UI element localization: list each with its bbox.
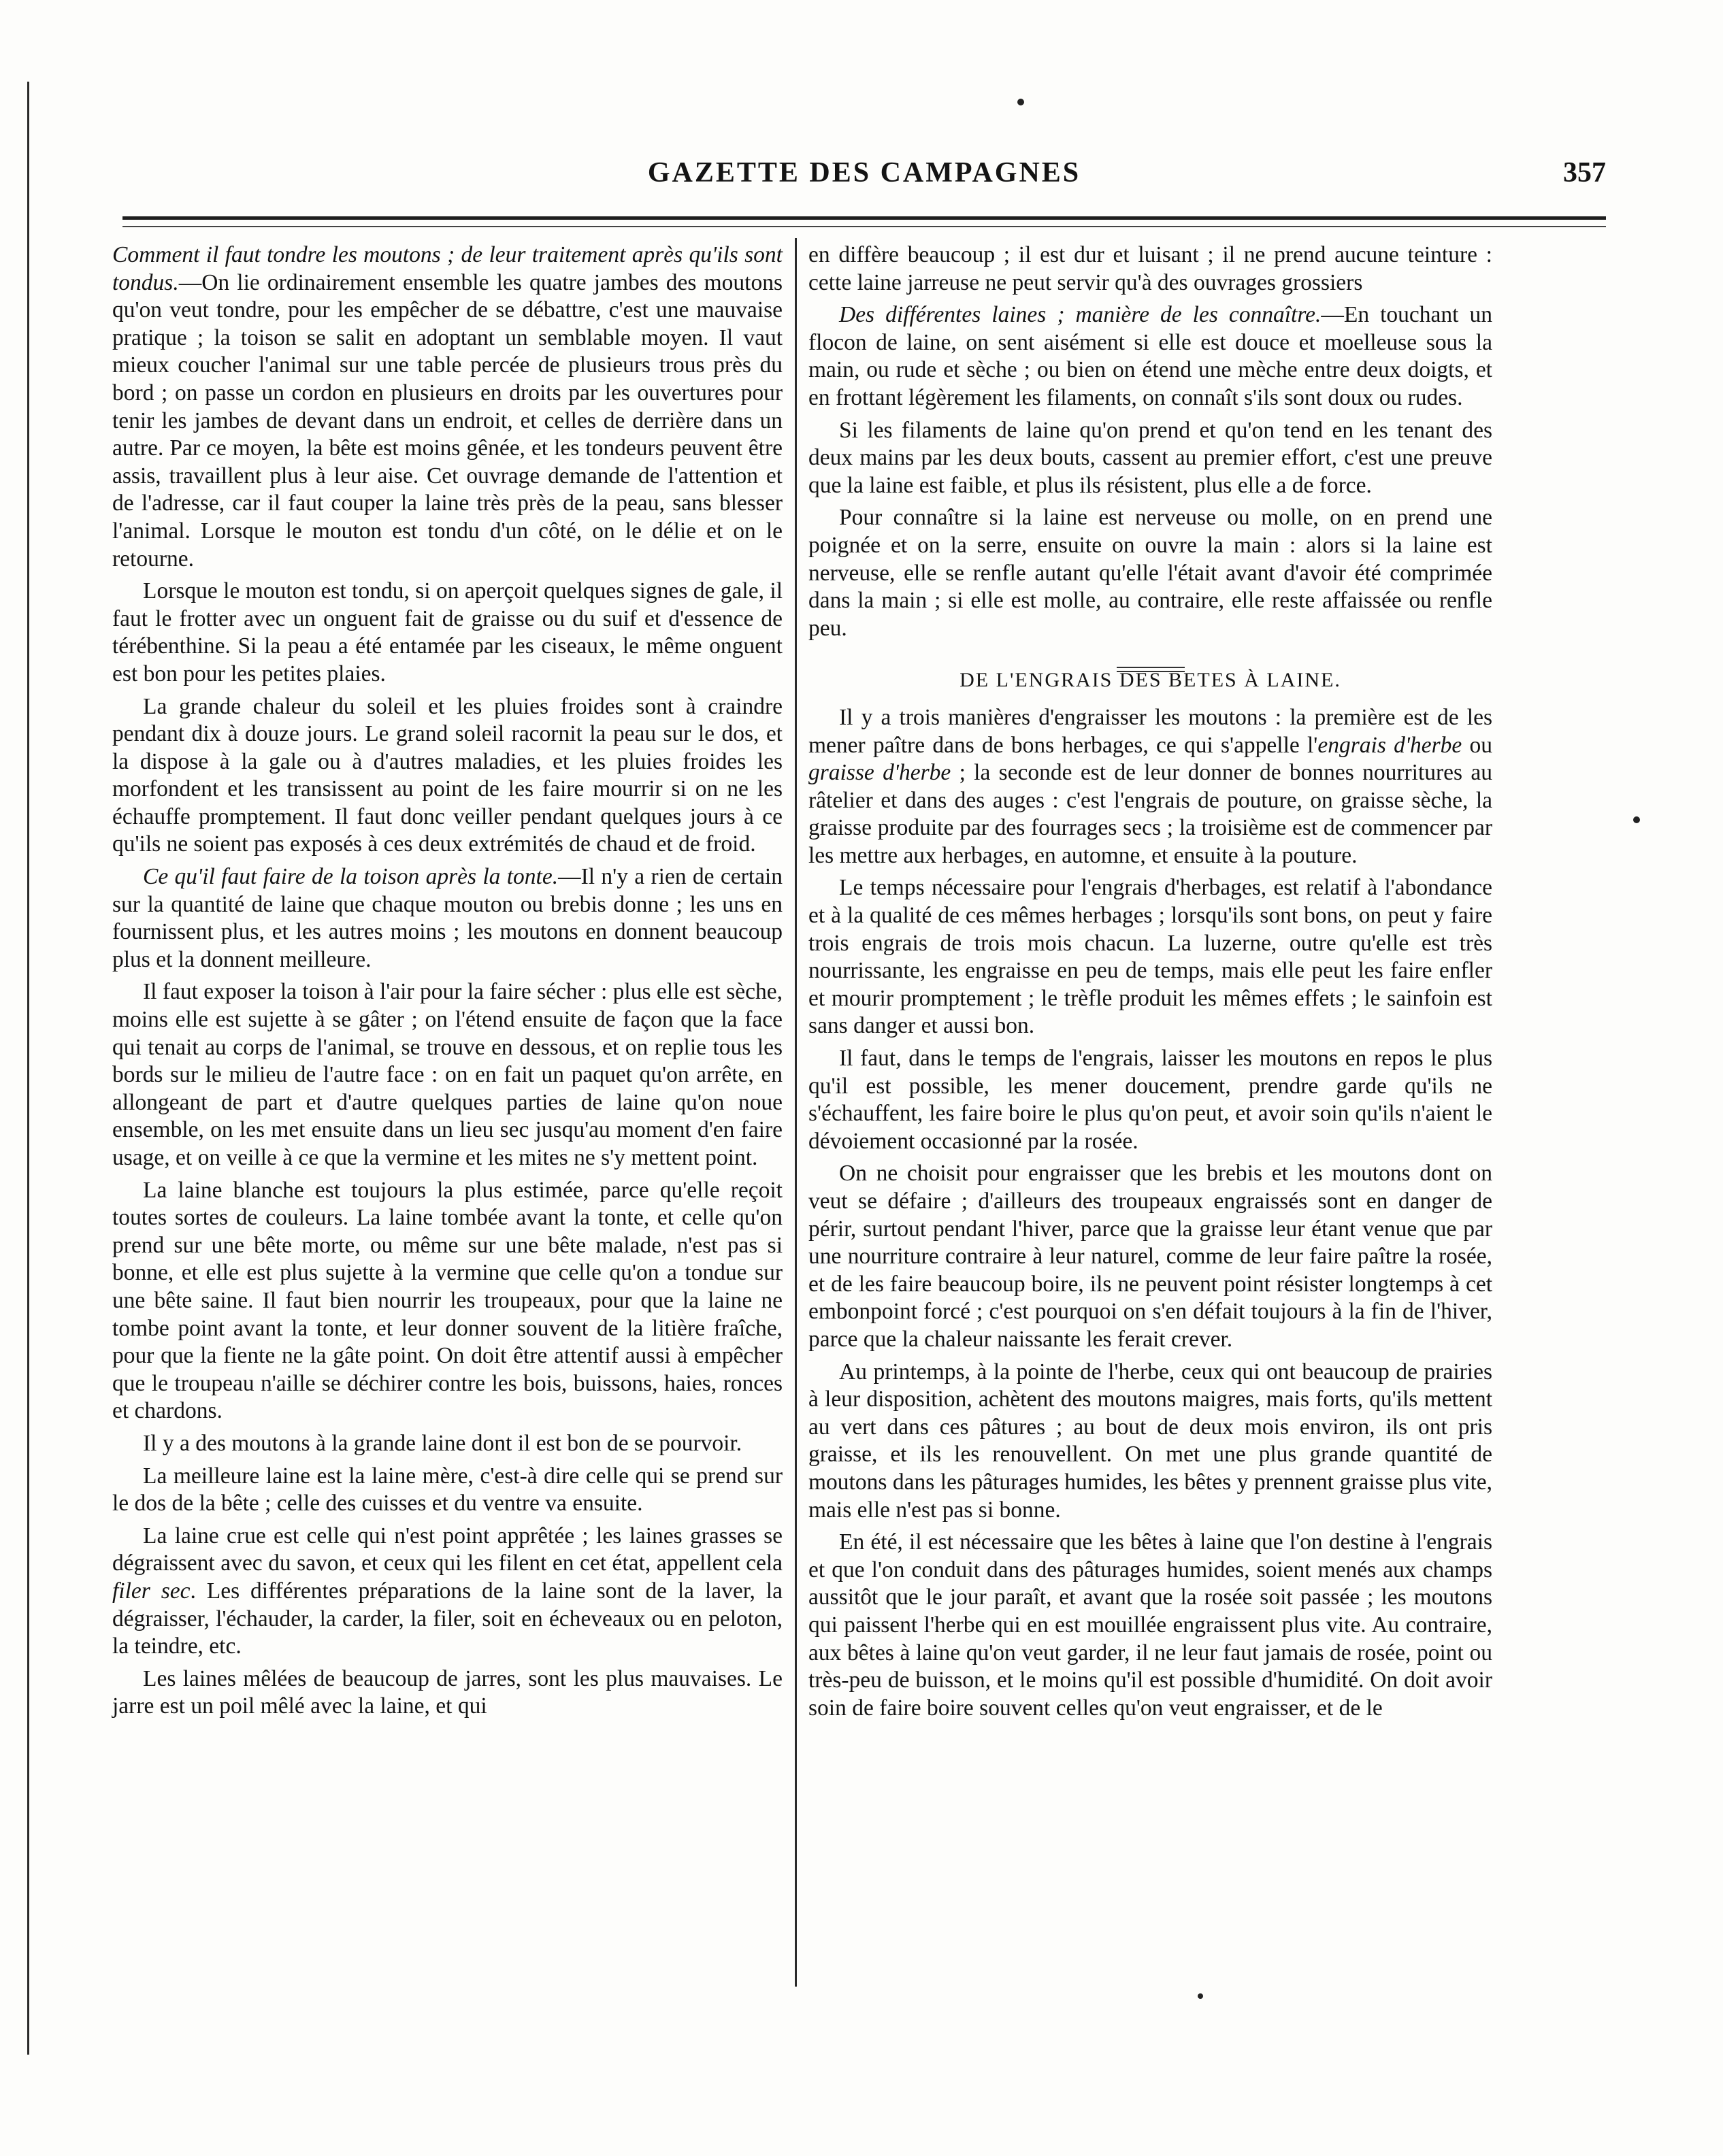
- binding-edge-line: [27, 82, 29, 2055]
- paragraph-title: Comment il faut tondre les moutons ; de leur traitement après qu'ils sont tondus.: [112, 242, 783, 295]
- header-rule: [122, 216, 1606, 220]
- ink-speck: [1017, 99, 1024, 105]
- paragraph: Les laines mêlées de beaucoup de jarres, sont les plus mauvaises. Le jarre est un poil mêlé avec la laine, et qui: [112, 1665, 783, 1719]
- paragraph: Au printemps, à la pointe de l'herbe, ceux qui ont beaucoup de prairies à leur disposition, achètent des moutons maigres, mais forts, qu'ils mettent au vert dans ces pâtures ; au bout de deux mois environ, ils ont pris graisse, et ils les renouvellent. On met une plus grande quantité de moutons dans les pâturages humides, les bêtes y prennent graisse plus vite, mais elle n'est pas si bonne.: [808, 1359, 1492, 1523]
- paragraph-text: Il y a trois manières d'engraisser les moutons : la première est de les mener paître dans de bons herbages, ce qui s'appelle l': [808, 704, 1492, 758]
- paragraph: Il faut, dans le temps de l'engrais, laisser les moutons en repos le plus qu'il est possible, les mener doucement, prendre garde qu'ils ne s'échauffent, les faire boire le plus qu'on peut, et avoir soin qu'ils n'aient le dévoiement occasionné par la rosée.: [808, 1046, 1492, 1154]
- paragraph: Lorsque le mouton est tondu, si on aperçoit quelques signes de gale, il faut le frotter avec un onguent fait de graisse ou du suif et d'essence de térébenthine. Si la peau a été entamée par les ciseaux, le même onguent est bon pour les petites plaies.: [112, 578, 783, 686]
- paragraph: [808, 704, 1492, 870]
- paragraph: Il y a des moutons à la grande laine dont il est bon de se pourvoir.: [143, 1430, 742, 1456]
- paragraph-text: ou: [1462, 732, 1492, 758]
- left-column: [112, 242, 783, 1725]
- page-title: GAZETTE DES CAMPAGNES: [647, 157, 1081, 188]
- section-heading: DE L'ENGRAIS DES BETES À LAINE.: [959, 669, 1341, 692]
- paragraph: [112, 242, 783, 573]
- right-column: [808, 242, 1492, 1727]
- paragraph: La meilleure laine est la laine mère, c'est-à dire celle qui se prend sur le dos de la bête ; celle des cuisses et du ventre va ensuite.: [112, 1463, 783, 1516]
- paragraph: [808, 301, 1492, 412]
- paragraph-text: La laine crue est celle qui n'est point apprêtée ; les laines grasses se dégraissent avec du savon, et ceux qui les filent en cet état, appellent cela: [112, 1523, 783, 1576]
- paragraph: On ne choisit pour engraisser que les brebis et les moutons dont on veut se défaire ; d'ailleurs des troupeaux engraissés sont en danger de périr, surtout pendant l'hiver, parce que la graisse leur étant venue que par une nourriture contraire à leur naturel, comme de leur faire paître la rosée, et de les faire beaucoup boire, ils ne peuvent point résister longtemps à cet embonpoint forcé ; c'est pourquoi on s'en défait toujours à la fin de l'hiver, parce que la chaleur naissante les ferait crever.: [808, 1161, 1492, 1352]
- paragraph-text: . Les différentes préparations de la laine sont de la laver, la dégraisser, l'échauder, la carder, la filer, soit en écheveaux ou en peloton, la teindre, etc.: [112, 1578, 783, 1659]
- separator-line: [1117, 667, 1185, 668]
- emphasis: filer sec: [112, 1578, 191, 1604]
- paragraph: La grande chaleur du soleil et les pluies froides sont à craindre pendant dix à douze jours. Le grand soleil racornit la peau sur le dos, et la dispose à la gale ou à d'autres maladies, et les pluies froides les morfondent et les transissent au point de les faire mourrir si on ne les échauffe promptement. Il faut donc veiller pendant quelques jours à ce qu'ils ne soient pas exposés à ces deux extrémités de chaud et de froid.: [112, 693, 783, 857]
- page-number: 357: [1563, 157, 1606, 188]
- paragraph-text: —On lie ordinairement ensemble les quatre jambes des moutons qu'on veut tondre, pour les empêcher de se débattre, c'est une mauvaise pratique ; la toison se salit en adoptant un semblable moyen. Il vaut mieux coucher l'animal sur une table percée de plusieurs trous près du bord ; on passe un cordon en plusieurs en droits par les ouvertures pour tenir les jambes de devant dans un endroit, et celles de derrière dans un autre. Par ce moyen, la bête est moins gênée, et les tondeurs peuvent être assis, travaillent plus à leur aise. Cet ouvrage demande de l'attention et de l'adresse, car il faut couper la laine très près de la peau, sans blesser l'animal. Lorsque le mouton est tondu d'un côté, on le délie et on le retourne.: [112, 269, 783, 571]
- emphasis: graisse d'herbe: [808, 760, 951, 786]
- paragraph-text: —En touchant un flocon de laine, on sent aisément si elle est douce et moelleuse sous la main, ou rude et sèche ; ou bien on étend une mèche entre deux doigts, et en frottant légèrement les filaments, on connaît s'ils sont doux ou rudes.: [808, 302, 1492, 410]
- emphasis: engrais d'herbe: [1317, 732, 1462, 758]
- header-rule-thin: [122, 226, 1606, 227]
- paragraph: En été, il est nécessaire que les bêtes à laine que l'on destine à l'engrais et que l'on conduit dans des pâturages humides, soient menés aux champs aussitôt que le jour paraît, et avant que la rosée soit passée ; les moutons qui paissent l'herbe qui en est mouillée engraissent plus vite. Au contraire, aux bêtes à laine qu'on veut garder, il ne leur faut jamais de rosée, point ou très-peu de buisson, et le moins qu'il est possible d'humidité. On doit avoir soin de faire boire souvent celles qu'on veut engraisser, et de le: [808, 1529, 1492, 1721]
- paragraph: Pour connaître si la laine est nerveuse ou molle, on en prend une poignée et on la serre, ensuite on ouvre la main : alors si la laine est nerveuse, elle se renfle autant qu'elle l'était avant d'avoir été comprimée dans la main ; si elle est molle, au contraire, elle reste affaissée ou renfle peu.: [808, 505, 1492, 641]
- section-separator: [808, 652, 1492, 663]
- column-divider: [795, 238, 797, 1987]
- paragraph: Le temps nécessaire pour l'engrais d'herbages, est relatif à l'abondance et à la qualité de ces mêmes herbages ; lorsqu'ils sont bons, on peut y faire trois engrais de trois mois chacun. La luzerne, outre qu'elle est très nourrissante, les engraisse en peu de temps, mais elle peut les faire enfler et mourir promptement ; le trèfle produit les mêmes effets ; le sainfoin est sans danger et aussi bon.: [808, 875, 1492, 1039]
- ink-speck: [1633, 816, 1640, 823]
- paragraph-text: ; la seconde est de leur donner de bonnes nourritures au râtelier et dans des auges : c'est l'engrais de pouture, on graisse sèche, la graisse produite par des fourrages secs ; la troisième est de commencer par les mettre aux herbages, en automne, et ensuite à la pouture.: [808, 760, 1492, 868]
- ink-speck: [1198, 1993, 1203, 1999]
- paragraph: en diffère beaucoup ; il est dur et luisant ; il ne prend aucune teinture : cette laine jarreuse ne peut servir qu'à des ouvrages grossiers: [808, 242, 1492, 295]
- paragraph-text: —Il n'y a rien de certain sur la quantité de laine que chaque mouton ou brebis donne ; les uns en fournissent plus, et les autres moins ; les moutons en donnent beaucoup plus et la donnent meilleure.: [112, 864, 783, 972]
- paragraph: [112, 863, 783, 974]
- paragraph: [112, 1523, 783, 1661]
- paragraph: Il faut exposer la toison à l'air pour la faire sécher : plus elle est sèche, moins elle est sujette à se gâter ; on l'étend ensuite de façon que la face qui tenait au corps de l'animal, se trouve en dessous, et on replie tous les bords sur le milieu de l'autre face : on en fait un paquet qu'on arrête, en allongeant de part et d'autre quelques parties de laine qu'on noue ensemble, on les met ensuite dans un lieu sec jusqu'au moment d'en faire usage, et on veille à ce que la vermine et les mites ne s'y mettent point.: [112, 979, 783, 1170]
- page-header: [122, 156, 1606, 211]
- paragraph: La laine blanche est toujours la plus estimée, parce qu'elle reçoit toutes sortes de couleurs. La laine tombée avant la tonte, et celle qu'on prend sur une bête morte, ou même sur une bête malade, n'est pas si bonne, et elle est plus sujette à la vermine que celle qu'on a tondue sur une bête saine. Il faut bien nourrir les troupeaux, pour que la laine ne tombe point avant la tonte, et leur donner souvent de la litière fraîche, pour que la fiente ne la gâte point. On doit être attentif aussi à empêcher que le troupeau n'aille se déchirer contre les bois, buissons, haies, ronces et chardons.: [112, 1177, 783, 1424]
- paragraph-title: Ce qu'il faut faire de la toison après la tonte.: [143, 864, 559, 890]
- paragraph: Si les filaments de laine qu'on prend et qu'on tend en les tenant des deux mains par les deux bouts, cassent au premier effort, c'est une preuve que la laine est faible, et plus ils résistent, plus elle a de force.: [808, 417, 1492, 498]
- paragraph-title: Des différentes laines ; manière de les connaître.: [839, 302, 1322, 328]
